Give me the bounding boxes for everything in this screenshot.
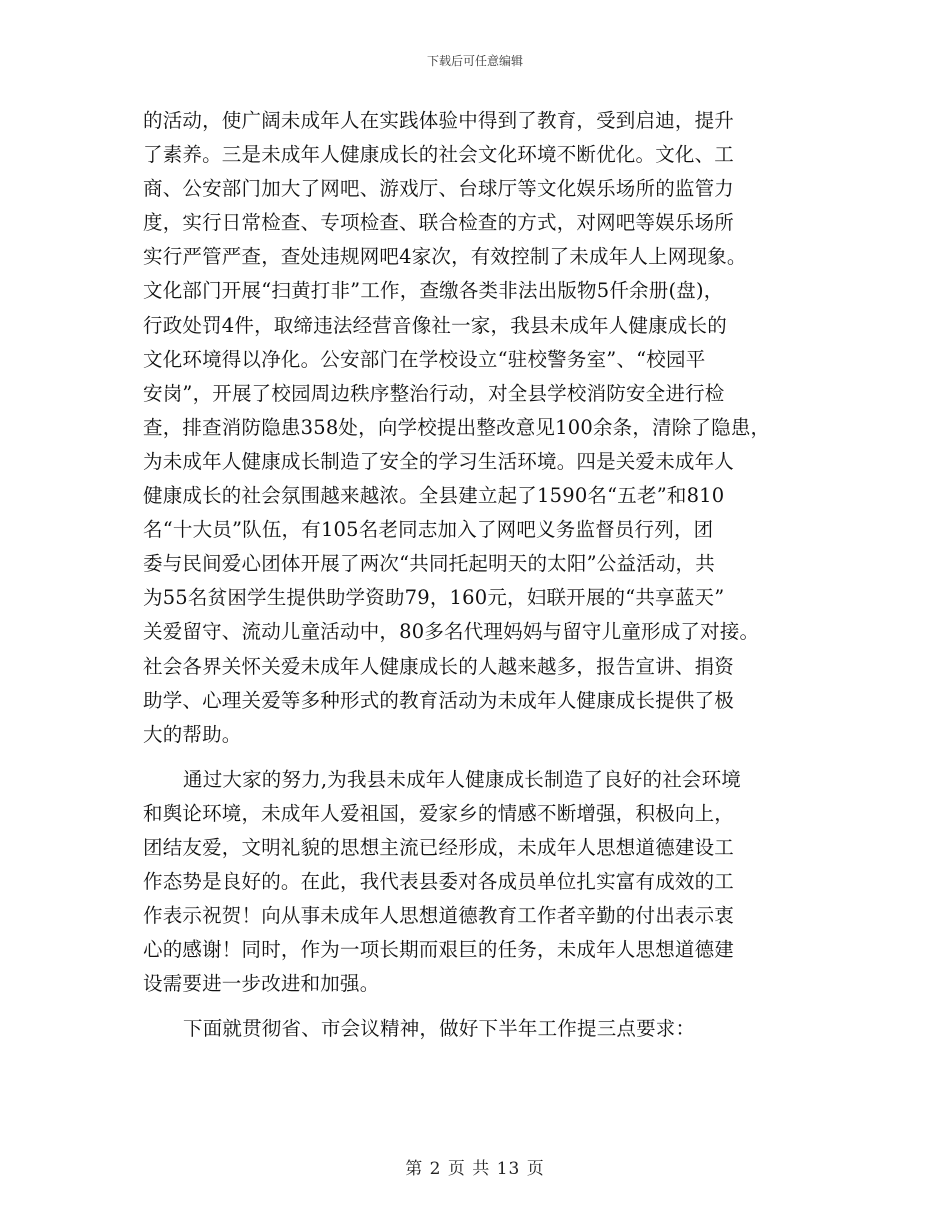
text-line: 了素养。三是未成年人健康成长的社会文化环境不断优化。文化、工 [143, 143, 735, 167]
page-header: 下载后可任意编辑 [426, 54, 523, 68]
text-line: 设需要进一步改进和加强。 [143, 972, 380, 996]
text-line: 社会各界关怀关爱未成年人健康成长的人越来越多，报告宣讲、捐资 [143, 654, 735, 678]
paragraph-start-line: 通过大家的努力,为我县未成年人健康成长制造了良好的社会环境 [183, 767, 741, 791]
text-line: 关爱留守、流动儿童活动中，80多名代理妈妈与留守儿童形成了对接。 [143, 620, 760, 644]
text-line: 团结友爱，文明礼貌的思想主流已经形成，未成年人思想道德建设工 [143, 835, 735, 859]
text-line: 文化部门开展“扫黄打非”工作，查缴各类非法出版物5仟余册(盘)， [143, 279, 724, 303]
text-line: 大的帮助。 [143, 722, 242, 746]
text-line: 实行严管严查，查处违规网吧4家次，有效控制了未成年人上网现象。 [143, 245, 747, 269]
document-body [143, 104, 833, 1047]
text-line: 作态势是良好的。在此，我代表县委对各成员单位扎实富有成效的工 [143, 870, 735, 894]
text-line: 文化环境得以净化。公安部门在学校设立“驻校警务室”、“校园平 [143, 347, 706, 371]
text-line: 行政处罚4件，取缔违法经营音像社一家，我县未成年人健康成长的 [143, 313, 727, 337]
text-line: 为55名贫困学生提供助学资助79，160元，妇联开展的“共享蓝天” [143, 586, 725, 610]
text-line: 为未成年人健康成长制造了安全的学习生活环境。四是关爱未成年人 [143, 449, 735, 473]
text-line: 健康成长的社会氛围越来越浓。全县建立起了1590名“五老”和810 [143, 484, 725, 508]
text-line: 安岗”，开展了校园周边秩序整治行动，对全县学校消防安全进行检 [143, 381, 725, 405]
text-line: 作表示祝贺！向从事未成年人思想道德教育工作者辛勤的付出表示衷 [143, 904, 735, 928]
page-number-footer: 第 2 页 共 13 页 [405, 1159, 545, 1179]
paragraph-start-line: 下面就贯彻省、市会议精神，做好下半年工作提三点要求： [183, 1017, 696, 1041]
text-line: 心的感谢！同时，作为一项长期而艰巨的任务，未成年人思想道德建 [143, 938, 735, 962]
text-line: 委与民间爱心团体开展了两次“共同托起明天的太阳”公益活动，共 [143, 552, 715, 576]
text-line: 和舆论环境，未成年人爱祖国，爱家乡的情感不断增强，积极向上， [143, 801, 735, 825]
text-line: 查，排查消防隐患358处，向学校提出整改意见100余条，清除了隐患， [143, 415, 771, 439]
text-line: 的活动，使广阔未成年人在实践体验中得到了教育，受到启迪，提升 [143, 109, 735, 132]
text-line: 度，实行日常检查、专项检查、联合检查的方式，对网吧等娱乐场所 [143, 211, 735, 235]
text-line: 助学、心理关爱等多种形式的教育活动为未成年人健康成长提供了极 [143, 688, 735, 712]
text-line: 商、公安部门加大了网吧、游戏厅、台球厅等文化娱乐场所的监管力 [143, 177, 735, 201]
text-line: 名“十大员”队伍，有105名老同志加入了网吧义务监督员行列，团 [143, 518, 714, 542]
